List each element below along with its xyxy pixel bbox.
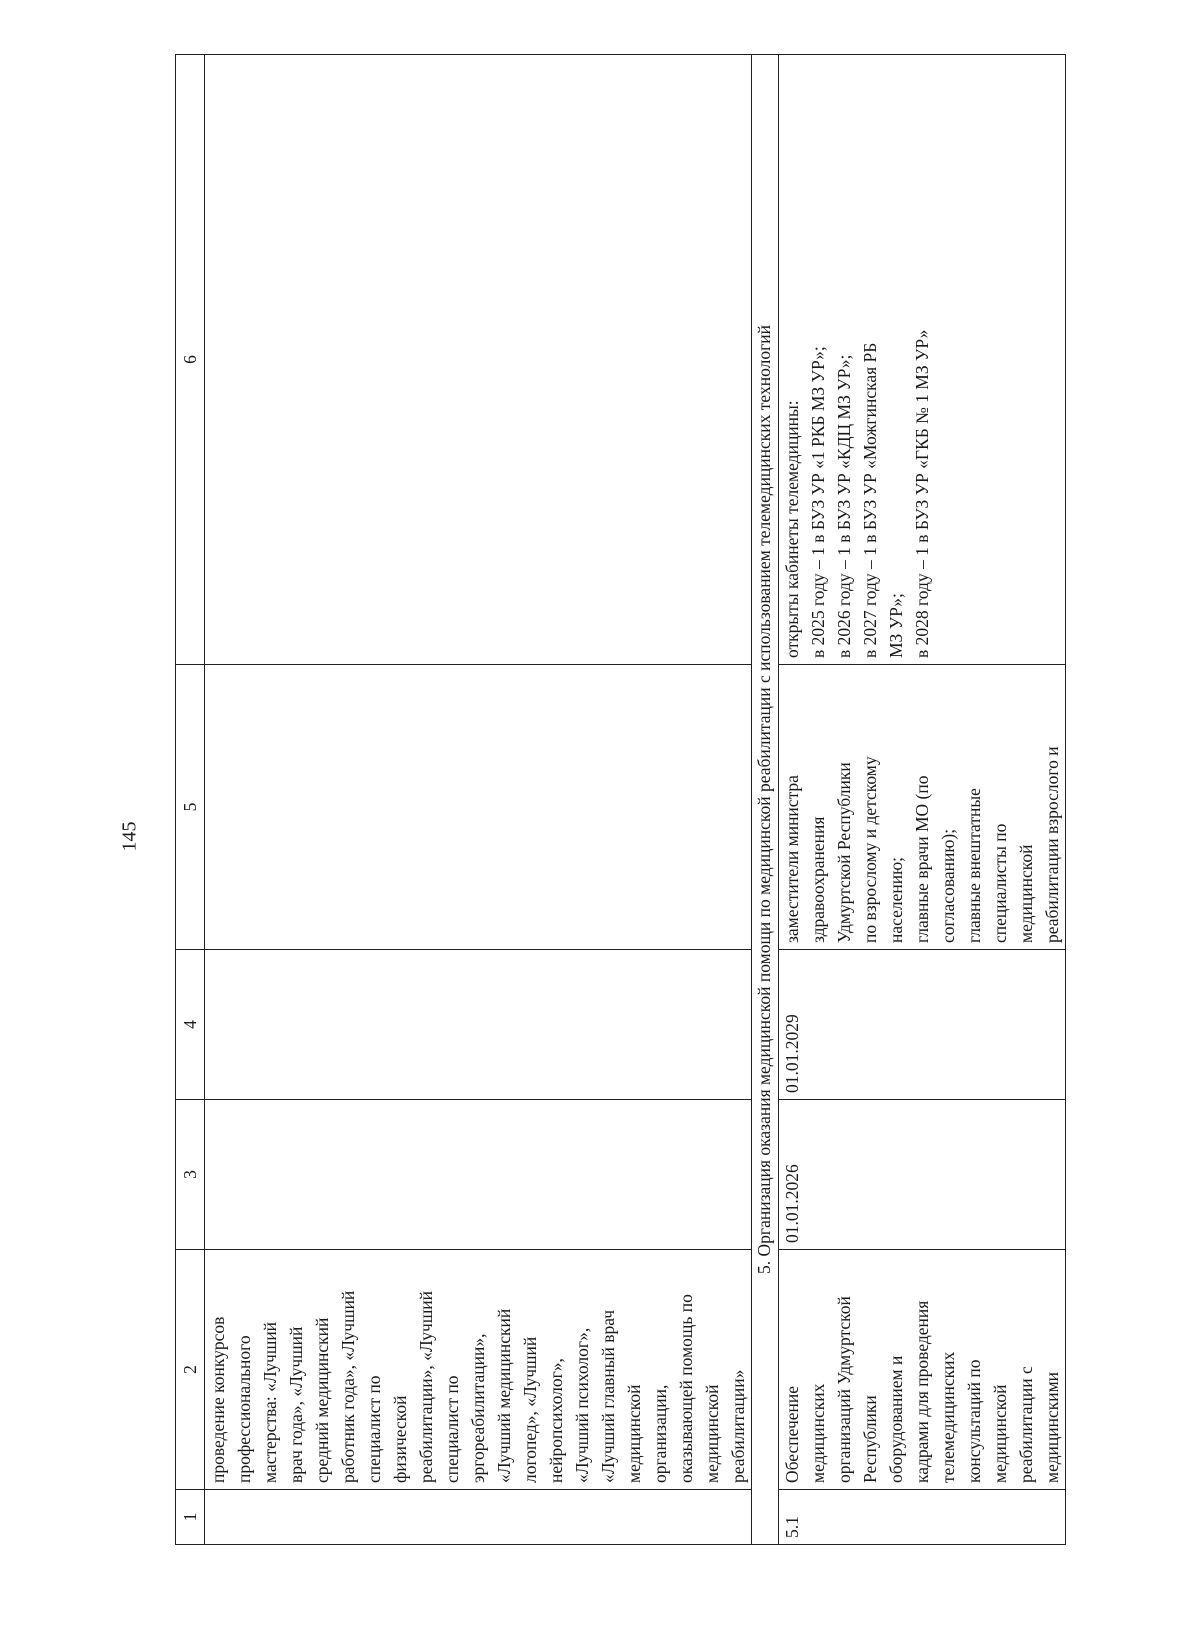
rehabilitation-plan-table: [175, 54, 1066, 1545]
section-heading-row: [752, 55, 779, 1545]
cell-start-date: 01.01.2026: [779, 1100, 1066, 1250]
cell-result: открыты кабинеты телемедицины: в 2025 году – 1 в БУЗ УР «1 РКБ МЗ УР»; в 2026 году – 1 в БУЗ УР «КДЦ МЗ УР»; в 2027 году – 1 в БУЗ УР «Можгинская РБ МЗ УР»; в 2028 году – 1 в БУЗ УР «ГКБ № 1 МЗ УР»: [779, 55, 1066, 665]
section-title: 5. Организация оказания медицинской помощи по медицинской реабилитации с использованием телемедицинских технологий: [752, 55, 779, 1545]
table-row-5-1: [779, 55, 1066, 1545]
cell-item-number: 5.1: [779, 1490, 1066, 1545]
header-col-4: 4: [176, 950, 205, 1100]
cell-activity: Обеспечение медицинских организаций Удмуртской Республики оборудованием и кадрами для проведения телемедицинских консультаций по медицинской реабилитации с медицинскими: [779, 1250, 1066, 1490]
page-number: 145: [118, 821, 141, 852]
header-col-2: 2: [176, 1250, 205, 1490]
cell-end-date: [205, 950, 752, 1100]
cell-responsible: [205, 665, 752, 950]
header-col-5: 5: [176, 665, 205, 950]
cell-end-date: 01.01.2029: [779, 950, 1066, 1100]
cell-col-1: [205, 1490, 752, 1545]
cell-result: [205, 55, 752, 665]
header-col-3: 3: [176, 1100, 205, 1250]
header-col-1: 1: [176, 1490, 205, 1545]
cell-activity: проведение конкурсов профессионального мастерства: «Лучший врач года», «Лучший средний медицинский работник года», «Лучший специалист по физической реабилитации», «Лучший специалист по эргореабилитации», «Лучший медицинский логопед», «Лучший нейропсихолог», «Лучший психолог», «Лучший главный врач медицинской организации, оказывающей помощь по медицинской реабилитации»: [205, 1250, 752, 1490]
cell-start-date: [205, 1100, 752, 1250]
header-row: [176, 55, 205, 1545]
cell-responsible: заместители министра здравоохранения Удмуртской Республики по взрослому и детскому населению; главные врачи МО (по согласованию); главные внештатные специалисты по медицинской реабилитации взрослого и: [779, 665, 1066, 950]
rotated-page-content: [175, 55, 1062, 1545]
table-row-continued: [205, 55, 752, 1545]
header-col-6: 6: [176, 55, 205, 665]
